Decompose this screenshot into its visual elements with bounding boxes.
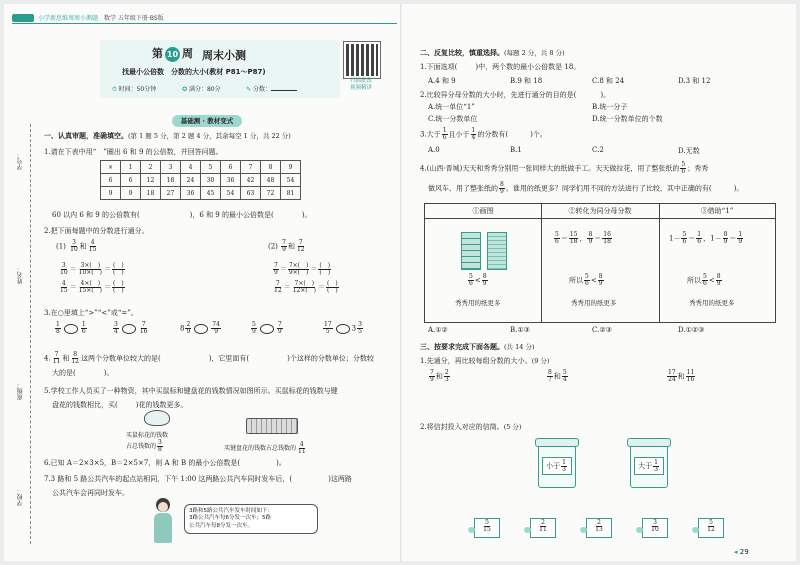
star-icon: ✪	[182, 86, 188, 93]
r-q1-text: 1.下面选项( )中，两个数的最小公倍数是 18。	[420, 63, 581, 71]
method-head: ③借助“1”	[659, 204, 775, 219]
table-cell[interactable]: 18	[141, 187, 161, 200]
option-c[interactable]: C.2	[592, 146, 604, 154]
table-cell[interactable]: 18	[161, 174, 181, 187]
compare-circle[interactable]	[64, 324, 78, 334]
compare-circle[interactable]	[260, 324, 274, 334]
series-tag	[12, 14, 34, 22]
mouse-caption: 买鼠标花的钱数 占总钱数的 $\frac{3}{8}$	[126, 432, 169, 453]
compare-circle[interactable]	[122, 324, 136, 334]
qr-code[interactable]	[344, 42, 380, 78]
part2-note: (每题 2 分，共 8 分)	[504, 49, 565, 57]
option-d[interactable]: D.无数	[678, 147, 700, 155]
teacher-illustration	[152, 498, 174, 544]
option-a[interactable]: A.0	[428, 146, 440, 154]
mailbox-greater-than[interactable]	[630, 442, 668, 488]
workbook-spread: 小学新思维周周小测题 数学 五年级下册·BS版 第 10 周 周末小测 找最小公倍数 分数的大小(教材 P81～P87) ⏱ 时间：50分钟 ✪ 满分：80分 ✎ 分数： 扫描批改 视频精讲 学号： 姓名： 班级： 学校： 基础测 · 教材变式 一、认真审题，准确填空。(第 1 题 5 分，第 2 题 4 分，其余每空 1 分，共 22 分) 1.请在下表中用“ ”圈出 6 和 9 的公倍数，并回答问题。 × 1 2 3 4 5 6 7 8 9 6 6 12 18 24 30 36 42 48 54 9 9 18 27 36 45 54 63 72 81 60 以内 6 和 9 的公倍数有( )，6 和 9 的最小公倍数是( )。 2.把下面每题中的分数进行通分。 (1) $\frac{3}{10}$ 和 $\frac{4}{15}$ (2) $\frac{7}{9}$ 和 $\frac{7}{12}$ $\frac{3}{10}$ ＝ $\frac{3\times( )}{10\times( )}$ ＝ $\frac{( )}{( )}$ $\frac{4}{15}$ ＝ $\frac{4\times( )}{15\times( )}$ ＝ $\frac{( )}{( )}$ $\frac{7}{9}$ ＝ $\frac{7\times( )}{9\times( )}$ ＝ $\frac{( )}{( )}$ $\frac{7}{12}$ ＝ $\frac{7\times( )}{12\times( )}$ ＝ $\frac{( )}{( )}$ 3.在○里填上“>”“<”或“=”。 $\frac{1}{8}$ $\frac{1}{6}$ $\frac{3}{4}$ $\frac{7}{16}$ 8 $\frac{2}{9}$ $\frac{74}{9}$ $\frac{5}{9}$ $\frac{7}{9}$ $\frac{17}{5}$ 3 $\frac{3}{5}$ 4. $\frac{7}{11}$ 和 $\frac{8}{12}$ 这两个分数单位较大的是( )，它里面有( )个这样的分数单位；分数较 大的是( )。 5.学校工作人员买了一种物资，其中买鼠标和键盘花的钱数情况如图所示。买鼠标花的钱数与键 盘花的钱数相比，买( )花的钱数更多。 买鼠标花的钱数 占总钱数的 $\frac{3}{8}$ 买键盘花的钱数占总钱数的 $\frac{4}{11}$ 6.已知 A＝2×3×5，B＝2×5×7，则 A 和 B 的最小公倍数是( )。 7.3 路和 5 路公共汽车的起点站相同，下午 1:00 这两路公共汽车同时发车后，( )这两路 公共汽车会再同时发车。 3路和5路公共汽车发车时间如下： 3路公共汽车每6分发一次车；5路 公共汽车每8分发一次车。 二、反复比较，慎重选择。(每题 2 分，共 8 分) 1.下面选项( )中，两个数的最小公倍数是 18。 A.4 和 9 B.9 和 18 C.8 和 24 D.3 和 12 2.比较异分母分数的大小时，先进行通分的目的是( )。 A.统一单位“1” B.统一分子 C.统一分数单位 D.统一分数单位的个数 3.大于 $\frac{1}{6}$ 且小于 $\frac{1}{4}$ 的分数有( )个。 A.0 B.1 C.2 D.无数 4.(山西·晋城)天天和秀秀分别用一张同样大的纸做手工。天天做拉花，用了整张纸的 $\frac{5}{6}$ ；秀秀 做风车，用了整张纸的 $\frac{8}{9}$ 。谁用的纸更多？同学们用不同的方法进行了比较，其中正确的有( )。 ①画图 $\frac{5}{6}$ < $\frac{8}{9}$ 秀秀用的纸更多 ②转化为同分母分数 $\frac{5}{6}$ ＝ $\frac{15}{18}$ ， $\frac{8}{9}$ ＝ $\frac{16}{18}$ 所以 $\frac{5}{6}$ < $\frac{8}{9}$ 秀秀用的纸更多 ③借助“1” 1－ $\frac{5}{6}$ ＝ $\frac{1}{6}$ ，1－ $\frac{8}{9}$ ＝ $\frac{1}{9}$ 所以 $\frac{5}{6}$ < $\frac{8}{9}$ 秀秀用的纸更多 A.①② B.①③ C.②③ D.①②③ 三、按要求完成下面各题。(共 14 分) 1.先通分，再比较每组分数的大小。(9 分) $\frac{7}{9}$ 和 $\frac{2}{3}$ $\frac{8}{7}$ 和 $\frac{5}{4}$ $\frac{17}{24}$ 和 $\frac{11}{16}$ 2.将信封投入对应的信筒。(5 分) 小于 $\frac{1}{3}$ 大于 $\frac{1}{3}$ $\frac{5}{15}$ $\frac{2}{11}$ $\frac{2}{13}$ $\frac{3}{10}$ $\frac{5}{12}$ ◂ 29	[4, 4, 796, 561]
fraction: $\frac{3}{10}$	[70, 239, 78, 253]
option-d[interactable]: D.3 和 12	[678, 77, 711, 85]
table-cell: 3	[161, 161, 181, 174]
side-label-student-id: 学号：	[17, 152, 24, 170]
option-d[interactable]: D.统一分数单位的个数	[592, 115, 663, 123]
envelope-card[interactable]: $\frac{2}{13}$	[586, 518, 612, 538]
part3-heading	[420, 342, 534, 352]
part3-title: 三、按要求完成下面各题。	[420, 342, 504, 351]
table-cell: 1	[121, 161, 141, 174]
method-conclusion: 秀秀用的纸更多	[571, 299, 617, 307]
table-cell[interactable]: 30	[201, 174, 221, 187]
week-prefix: 第	[152, 47, 163, 60]
q2-text: 2.把下面每题中的分数进行通分。	[44, 227, 149, 235]
quiz-title: 周末小测	[202, 49, 246, 62]
mouse-icon	[144, 410, 170, 426]
series-subject: 数学 五年级下册·BS版	[104, 15, 164, 22]
method-conclusion: 秀秀用的纸更多	[689, 299, 735, 307]
option-d[interactable]: D.①②③	[678, 326, 705, 334]
multiplication-table	[100, 160, 301, 200]
methods-table	[424, 203, 776, 323]
part1-note: (第 1 题 5 分，第 2 题 4 分，其余每空 1 分，共 22 分)	[128, 132, 291, 140]
q2a-fractions: (1) $\frac{3}{10}$ 和 $\frac{4}{15}$	[56, 239, 97, 253]
q2b-label: (2)	[268, 242, 278, 251]
r-q4-text: 4.(山西·晋城)天天和秀秀分别用一张同样大的纸做手工。天天做拉花，用了整张纸的 $\frac{5}{6}$ ；秀秀	[420, 161, 709, 175]
time-limit	[112, 84, 156, 94]
q2b-work[interactable]: $\frac{7}{9}$ ＝ $\frac{7\times( )}{9\times( )}$ ＝ $\frac{( )}{( )}$ $\frac{7}{12}$ ＝ $\frac{7\times( )}{12\times( )}$ ＝ $\frac{( )}{( )}$	[274, 261, 338, 294]
option-b[interactable]: B.统一分子	[592, 103, 628, 111]
q4-text: 4. $\frac{7}{11}$ 和 $\frac{8}{12}$ 这两个分数单位较大的是( )，它里面有( )个这样的分数单位；分数较	[44, 351, 374, 365]
keyboard-caption: 买键盘花的钱数占总钱数的 $\frac{4}{11}$	[224, 441, 306, 455]
q1-answer-line	[52, 210, 311, 220]
keyboard-icon	[246, 418, 298, 434]
side-label-school: 学校：	[17, 488, 24, 506]
table-cell[interactable]: 54	[221, 187, 241, 200]
fraction: $\frac{7}{12}$	[296, 239, 305, 253]
method-col-3	[659, 204, 775, 322]
method-col-1	[425, 204, 542, 322]
q1-tail-a: 60 以内 6 和 9 的公倍数有(	[52, 211, 140, 219]
method3-result: 所以 $\frac{5}{6}$ < $\frac{8}{9}$	[687, 273, 721, 287]
table-cell[interactable]: 63	[241, 187, 261, 200]
option-b[interactable]: B.①③	[510, 326, 530, 334]
q1-tail-b: )，6 和 9 的最小公倍数是(	[189, 211, 274, 219]
mailbox-label: 小于 $\frac{1}{3}$	[542, 457, 572, 475]
section-banner: 基础测 · 教材变式	[172, 115, 242, 127]
q2a-label: (1)	[56, 242, 66, 251]
option-a[interactable]: A.4 和 9	[428, 77, 456, 85]
week-suffix: 周	[182, 47, 193, 60]
page-fold	[400, 4, 402, 561]
table-cell[interactable]: 36	[221, 174, 241, 187]
method3-work: 1－ $\frac{5}{6}$ ＝ $\frac{1}{6}$ ，1－ $\frac{8}{9}$ ＝ $\frac{1}{9}$	[669, 231, 743, 245]
option-b[interactable]: B.1	[510, 146, 522, 154]
r-q4-text-line2: 做风车，用了整张纸的 $\frac{8}{9}$ 。谁用的纸更多？同学们用不同的方法进行了比较，其中正确的有( )。	[428, 181, 744, 195]
fraction: $\frac{4}{15}$	[88, 239, 97, 253]
option-c[interactable]: C.统一分数单位	[428, 115, 478, 123]
table-cell[interactable]: 36	[181, 187, 201, 200]
part3-note: (共 14 分)	[504, 343, 535, 351]
part1-title: 一、认真审题，准确填空。	[44, 131, 128, 140]
table-cell[interactable]: 45	[201, 187, 221, 200]
table-cell: 8	[261, 161, 281, 174]
method1-compare: $\frac{5}{6}$ < $\frac{8}{9}$	[469, 273, 487, 287]
table-cell[interactable]: 9	[121, 187, 141, 200]
table-cell: 9	[101, 187, 121, 200]
compare-circle[interactable]	[194, 324, 208, 334]
q1-text: 1.请在下表中用“ ”圈出 6 和 9 的公倍数，并回答问题。	[44, 148, 223, 156]
time-text: 时间：50分钟	[118, 86, 157, 93]
part2-title: 二、反复比较，慎重选择。	[420, 48, 504, 57]
pen-icon: ✎	[246, 86, 252, 93]
table-cell[interactable]: 54	[281, 174, 301, 187]
full-score	[182, 84, 221, 93]
envelope-card[interactable]: $\frac{3}{10}$	[642, 518, 668, 538]
r-q3-text: 3.大于 $\frac{1}{6}$ 且小于 $\frac{1}{4}$ 的分数有( )个。	[420, 127, 547, 141]
side-label-class: 班级：	[17, 382, 24, 400]
mailbox-label: 大于 $\frac{1}{3}$	[634, 457, 664, 475]
q1-tail-c: )。	[301, 211, 312, 219]
table-cell: 4	[181, 161, 201, 174]
envelope-card[interactable]: $\frac{5}{15}$	[474, 518, 500, 538]
method-head: ①画图	[425, 204, 541, 219]
table-cell[interactable]: 12	[141, 174, 161, 187]
series-title: 小学新思维周周小测题	[38, 15, 99, 22]
q3-text: 3.在○里填上“>”“<”或“=”。	[44, 309, 138, 317]
part1-heading	[44, 131, 291, 141]
option-b[interactable]: B.9 和 18	[510, 77, 543, 85]
table-cell: 5	[201, 161, 221, 174]
mailbox-less-than[interactable]	[538, 442, 576, 488]
table-cell[interactable]: 27	[161, 187, 181, 200]
table-cell[interactable]: 24	[181, 174, 201, 187]
header-rule	[12, 23, 397, 24]
table-cell[interactable]: 42	[241, 174, 261, 187]
fraction: $\frac{7}{9}$	[282, 239, 286, 253]
bar-model-a	[461, 232, 481, 270]
table-cell: 9	[281, 161, 301, 174]
chevron-icon: ◂	[734, 548, 738, 556]
quiz-subtitle: 找最小公倍数 分数的大小(教材 P81～P87)	[122, 68, 266, 76]
table-row	[101, 174, 301, 187]
side-label-name: 姓名：	[17, 266, 24, 284]
qr-caption: 扫描批改 视频精讲	[349, 78, 372, 91]
q7-text-line2: 公共汽车会再同时发车。	[52, 489, 129, 497]
speech-bubble: 3路和5路公共汽车发车时间如下： 3路公共汽车每6分发一次车；5路 公共汽车每8分发一次车。	[184, 504, 318, 534]
r-q2-text: 2.比较异分母分数的大小时，先进行通分的目的是( )。	[420, 91, 611, 99]
week-number-badge: 10	[165, 47, 180, 62]
table-cell: 6	[101, 174, 121, 187]
q2b-fractions: (2) $\frac{7}{9}$ 和 $\frac{7}{12}$	[268, 239, 305, 253]
part2-heading	[420, 48, 565, 58]
clock-icon: ⏱	[112, 86, 117, 93]
method-conclusion: 秀秀用的纸更多	[455, 299, 501, 307]
method-head: ②转化为同分母分数	[541, 204, 659, 219]
envelope-card[interactable]: $\frac{5}{12}$	[698, 518, 724, 538]
table-cell: 6	[221, 161, 241, 174]
method2-work: $\frac{5}{6}$ ＝ $\frac{15}{18}$ ， $\frac{8}{9}$ ＝ $\frac{16}{18}$	[555, 231, 611, 245]
table-cell[interactable]: 48	[261, 174, 281, 187]
binding-line	[30, 124, 31, 544]
bar-model-b	[487, 232, 507, 270]
table-cell[interactable]: 72	[261, 187, 281, 200]
q5-text-line2: 盘花的钱数相比，买( )花的钱数更多。	[52, 401, 188, 409]
option-c[interactable]: C.8 和 24	[592, 77, 625, 85]
table-cell: 7	[241, 161, 261, 174]
p3-q2-text: 2.将信封投入对应的信筒。(5 分)	[420, 423, 522, 431]
table-row	[101, 161, 301, 174]
table-row	[101, 187, 301, 200]
score-text: 满分：80分	[188, 86, 221, 93]
q5-text: 5.学校工作人员买了一种物资，其中买鼠标和键盘花的钱数情况如图所示。买鼠标花的钱数与键	[44, 387, 338, 395]
week-label	[152, 45, 193, 62]
result-field[interactable]	[246, 84, 297, 93]
option-c[interactable]: C.②③	[592, 326, 612, 334]
q6-text: 6.已知 A＝2×3×5，B＝2×5×7，则 A 和 B 的最小公倍数是( )。	[44, 459, 286, 467]
option-a[interactable]: A.①②	[428, 326, 448, 334]
table-cell: 2	[141, 161, 161, 174]
table-cell[interactable]: 81	[281, 187, 301, 200]
page-number: ◂ 29	[734, 548, 749, 556]
p3-q1-text: 1.先通分，再比较每组分数的大小。(9 分)	[420, 357, 550, 365]
method2-result: 所以 $\frac{5}{6}$ < $\frac{8}{9}$	[569, 273, 603, 287]
compare-circle[interactable]	[336, 324, 350, 334]
q2a-work[interactable]: $\frac{3}{10}$ ＝ $\frac{3\times( )}{10\times( )}$ ＝ $\frac{( )}{( )}$ $\frac{4}{15}$ ＝ $\frac{4\times( )}{15\times( )}$ ＝ $\frac{( )}{( )}$	[60, 261, 124, 294]
envelope-card[interactable]: $\frac{2}{11}$	[530, 518, 556, 538]
table-cell[interactable]: 6	[121, 174, 141, 187]
q4-text-line2: 大的是( )。	[52, 369, 114, 377]
option-a[interactable]: A.统一单位“1”	[428, 103, 475, 111]
q7-text: 7.3 路和 5 路公共汽车的起点站相同，下午 1:00 这两路公共汽车同时发车后，( )这两路	[44, 475, 352, 483]
table-cell: ×	[101, 161, 121, 174]
method-col-2	[541, 204, 660, 322]
result-label: 分数：	[252, 86, 271, 93]
